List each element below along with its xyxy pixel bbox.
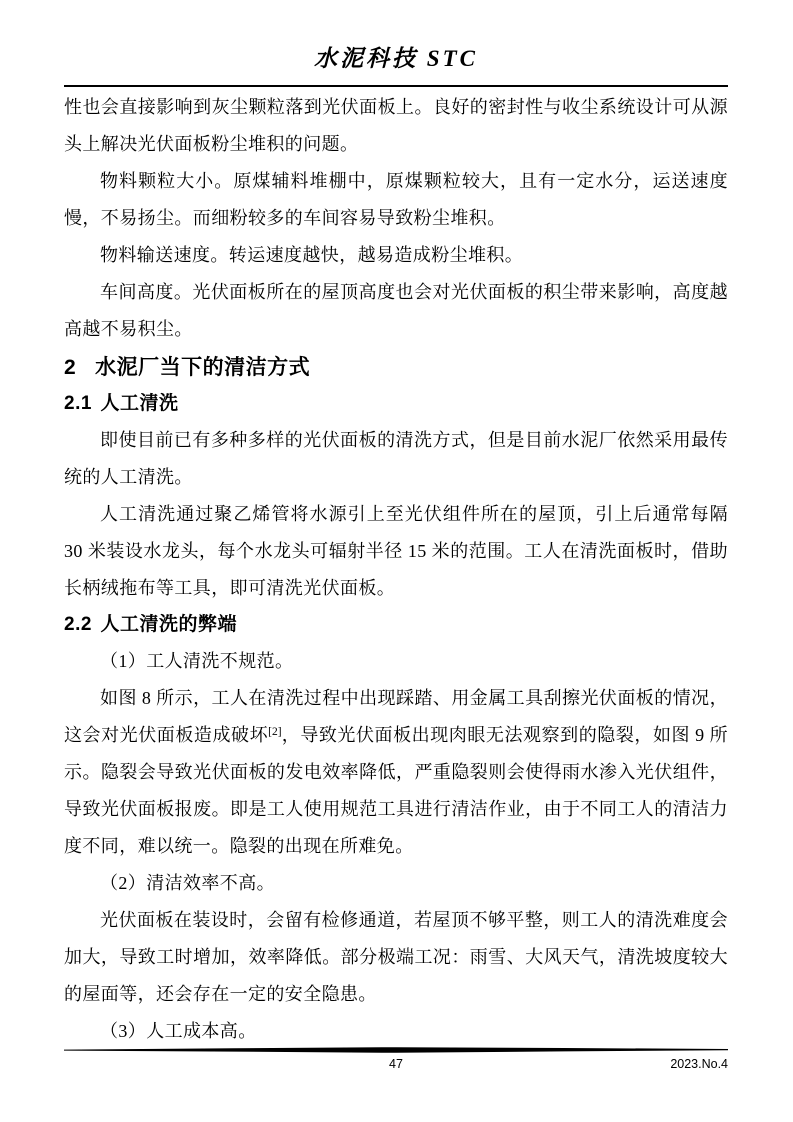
section-number: 2	[64, 356, 77, 379]
paragraph: （2）清洁效率不高。	[100, 873, 275, 893]
page-number: 47	[389, 1057, 403, 1071]
paragraph: 人工清洗通过聚乙烯管将水源引上至光伏组件所在的屋顶，引上后通常每隔 30 米装设水龙头，每个水龙头可辐射半径 15 米的范围。工人在清洗面板时，借助长柄绒拖布等工具，即可清洗光伏面板。	[64, 504, 728, 598]
paragraph: 即使目前已有多种多样的光伏面板的清洗方式，但是目前水泥厂依然采用最传统的人工清洗。	[64, 430, 728, 487]
paragraph: 车间高度。光伏面板所在的屋顶高度也会对光伏面板的积尘带来影响，高度越高越不易积尘。	[64, 282, 728, 339]
paragraph-text: ，导致光伏面板出现肉眼无法观察到的隐裂，如图 9 所示。隐裂会导致光伏面板的发电效率降低，严重隐裂则会使得雨水渗入光伏组件，导致光伏面板报废。即是工人使用规范工具进行清洁作业，由于不同工人的清洁力度不同，难以统一。隐裂的出现在所难免。	[64, 725, 728, 856]
paragraph-text: 如图 8 所示，工人在清洗过程中出现踩踏、用金属工具刮擦光伏面板的情况，这会对光伏面板造成破坏	[64, 688, 728, 745]
paragraph: （3）人工成本高。	[100, 1021, 257, 1041]
paragraph: 物料颗粒大小。原煤辅料堆棚中，原煤颗粒较大，且有一定水分，运送速度慢，不易扬尘。而细粉较多的车间容易导致粉尘堆积。	[64, 171, 728, 228]
footer-tapered-rule	[64, 1047, 728, 1053]
paragraph: （1）工人清洗不规范。	[100, 651, 294, 671]
subsection-heading	[64, 386, 728, 422]
journal-title: 水泥科技 STC	[314, 46, 478, 71]
subsection-heading	[64, 607, 728, 643]
subsection-title: 人工清洗	[100, 393, 179, 414]
subsection-number: 2.2	[64, 614, 92, 635]
subsection-title: 人工清洗的弊端	[100, 614, 237, 635]
section-title: 水泥厂当下的清洁方式	[95, 356, 311, 379]
paragraph: 光伏面板在装设时，会留有检修通道，若屋顶不够平整，则工人的清洗难度会加大，导致工时增加，效率降低。部分极端工况：雨雪、大风天气，清洗坡度较大的屋面等，还会存在一定的安全隐患。	[64, 910, 728, 1004]
header-rule	[64, 85, 728, 87]
section-heading	[64, 350, 728, 386]
paragraph-with-citation	[64, 680, 728, 865]
page-footer	[64, 1055, 728, 1073]
page-content	[64, 42, 728, 1050]
issue-number: 2023.No.4	[670, 1057, 728, 1071]
paragraph: 性也会直接影响到灰尘颗粒落到光伏面板上。良好的密封性与收尘系统设计可从源头上解决光伏面板粉尘堆积的问题。	[64, 97, 728, 154]
article-body	[64, 89, 728, 1050]
citation-marker: [2]	[268, 726, 282, 738]
paragraph: 物料输送速度。转运速度越快，越易造成粉尘堆积。	[100, 245, 524, 265]
subsection-number: 2.1	[64, 393, 92, 414]
